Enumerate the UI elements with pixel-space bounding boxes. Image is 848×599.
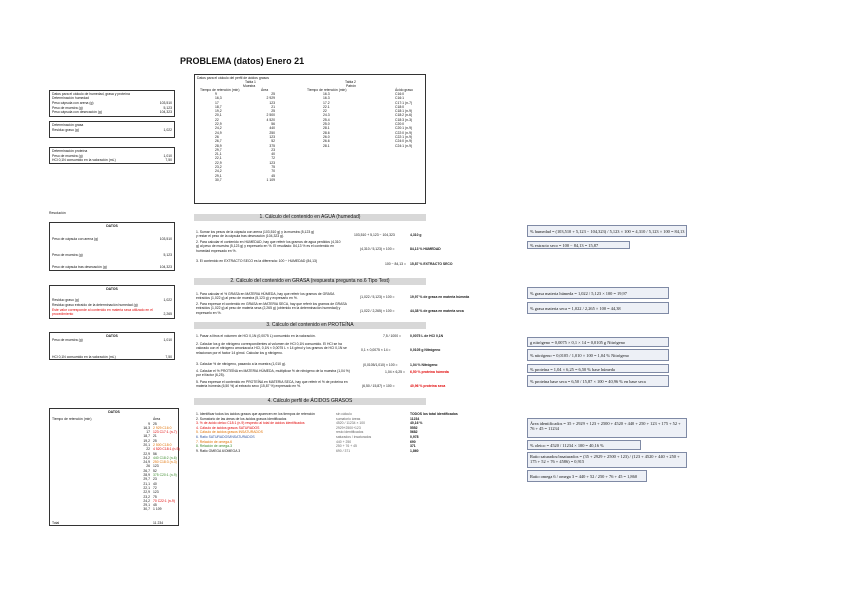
- s2-result-1: 19,97 % de grasa en materia húmeda: [410, 295, 470, 299]
- field-label: Peso de muestra (g): [52, 253, 83, 257]
- field-value: 104,323: [159, 110, 172, 114]
- s2-result-2: 44,38 % de grasa en materia seca: [410, 309, 464, 313]
- resolution-label: Resolución: [49, 211, 66, 215]
- field-value: 103,510: [159, 237, 172, 241]
- table1-rt-cell: 22,9: [215, 160, 222, 165]
- box-subheading: Determinación humedad: [52, 96, 89, 100]
- s3-result-4: 6,50 % proteína húmeda: [410, 370, 449, 374]
- s4-step-result: 1,860: [410, 448, 419, 453]
- box-heading: Determinación grasa: [52, 123, 84, 127]
- s4-area-cell: 40: [153, 481, 157, 486]
- s1-step-2: 2. Para calcular el contenido en HUMEDAD, hay que referir los gramos de agua perdidos (4,310 g) al peso de muestra (5,123 g) y expresarlo en %. El resultado: 84,13 % es el contenido en humedad expresado en %.: [196, 240, 341, 253]
- s4-step-label: 4. Cálculo de ácidos grasos SATURADOS: [196, 425, 260, 430]
- table1-area-cell: 375: [269, 143, 275, 148]
- box-heading: DATOS: [106, 224, 118, 228]
- field-value: 1,022: [163, 128, 172, 132]
- table2-acid-cell: C17:1 (n-7): [395, 100, 413, 105]
- s3-formula-3: (0,0105/1,010) × 100 =: [363, 363, 398, 367]
- s4-area-cell: 250 C18:3 (n-3): [153, 460, 177, 465]
- s4-step-result: 40,16 %: [410, 421, 423, 426]
- table2-subtitle: Patrón: [346, 84, 356, 88]
- s3-result-2: 0,0105 g Nitrógeno: [410, 348, 441, 352]
- table1-area-cell: 23: [271, 147, 275, 152]
- table2-acid-cell: C22:0 (n-9): [395, 130, 413, 135]
- table1-rt-cell: 9: [215, 92, 217, 96]
- s4-area-cell: 25: [153, 438, 157, 443]
- table1-rt-cell: 28,9: [215, 143, 222, 148]
- box-heading: DATOS: [108, 410, 120, 414]
- s4-rt-cell: 23,2: [143, 494, 150, 499]
- table2-rt-cell: 24.3: [323, 113, 330, 118]
- field-value: 1,010: [163, 153, 172, 158]
- s1-formula-3: 100 − 84,13 =: [385, 262, 406, 266]
- s4-step-result: 371: [410, 444, 416, 449]
- table2-rt-cell: 25.4: [323, 117, 330, 122]
- field-value: 2,265: [163, 312, 172, 316]
- s3-result-3: 1,04 % Nitrógeno: [410, 363, 438, 367]
- field-value: 5,123: [163, 253, 172, 257]
- s4-area-cell: 2 929 C16:0: [153, 425, 172, 430]
- table1-rt-cell: 16,3: [215, 96, 222, 101]
- table1-area-cell: 72: [271, 156, 275, 161]
- total-value: 11 234: [153, 521, 164, 525]
- s4-result-box-ratio-omega: Ratio omega 6 / omega 3 = 440 + 52 / 250 + 76 + 45 = 1,860: [527, 470, 647, 482]
- table2-header-rt: Tiempo de retención (min): [307, 88, 347, 92]
- table-caption: Datos para el cálculo del perfil de ácidos grasos: [197, 76, 269, 80]
- table1-area-column: [255, 92, 275, 182]
- field-value: 7,50: [165, 355, 172, 359]
- s4-step-label: 6. Ratio SATURADOS/INSATURADOS: [196, 434, 255, 439]
- s1-data-box: [49, 222, 175, 271]
- table1-area-cell: 56: [271, 122, 275, 127]
- s4-step-formula: sin cálculo: [336, 412, 352, 416]
- s4-rt-cell: 29,7: [143, 477, 150, 482]
- s4-rt-cell: 30,7: [143, 507, 150, 512]
- section4-title: 4. Cálculo perfil de ÁCIDOS GRASOS: [194, 398, 426, 405]
- field-label: Peso de cápsula con arena (g): [52, 237, 99, 241]
- table1-area-cell: 45: [271, 173, 275, 178]
- s1-step-3: 3. El contenido en EXTRACTO SECO es la diferencia: 100 − HUMEDAD (84,13): [196, 259, 318, 263]
- table1-area-cell: 75: [271, 165, 275, 170]
- table1-rt-cell: 26,7: [215, 139, 222, 144]
- s4-step-result: TODOS los total identificados: [410, 412, 458, 416]
- s1-result-box-dry-extract: % extracto seco = 100 − 84,13 = 15,87: [527, 241, 630, 249]
- table1-rt-cell: 22,1: [215, 156, 222, 161]
- s3-formula-2: 0,1 × 0,0075 × 14 =: [361, 348, 391, 352]
- table2-rt-cell: 28.6: [323, 130, 330, 135]
- s4-area-cell: 72: [153, 485, 157, 490]
- box-heading: Datos para el cálculo de humedad, grasa y proteína: [52, 92, 130, 96]
- field-label: Peso de muestra (g): [52, 153, 83, 158]
- field-note: Este valor corresponde al contenido en materia seca utilizado en el procedimiento: [52, 307, 153, 316]
- table1-area-cell: 2 929: [266, 96, 275, 101]
- s3-data-box: [49, 332, 175, 360]
- table1-rt-cell: 29,1: [215, 173, 222, 178]
- table2-rt-cell: 16.3: [323, 96, 330, 101]
- s4-step-formula: 2929+2500+123: [336, 425, 361, 430]
- s4-rt-cell: 22: [146, 447, 150, 452]
- table2-acid-cell: C20:0: [395, 122, 405, 127]
- field-label: Peso de muestra (g): [52, 105, 83, 110]
- s3-step-2: 2. Calcular los g de nitrógeno correspondientes al volumen de HCl 0,1N consumido. El HCl se ha valorado con el nitrógeno amoniacal a HCl, 0,1N × 0,0075 L × 14 g/mol y los gramos de HCl 0,1N se relacionan por el factor 14 g/mol. Calcular los g nitrógeno.: [196, 342, 347, 355]
- s4-area-cell: 2 500 C18:0: [153, 442, 172, 447]
- s4-result-box-area: Área identificados = 35 + 2929 + 123 + 2500 + 4520 + 440 + 250 + 123 + 175 + 52 + 76 + 45 = 11234: [527, 418, 687, 438]
- s4-result-box-ratio-sat: Ratio saturados/insaturados = (35 + 2929 + 2500 + 123) / (123 + 4520 + 440 + 250 + 175 + 52 + 76 + 4586) = 0,915: [527, 452, 687, 468]
- table1-area-cell: 70: [271, 169, 275, 174]
- s1-result-box-humidity: % humedad = (103,510 + 5,123 − 104,323) / 5,123 × 100 = 4,310 / 5,123 × 100 = 84,13: [527, 225, 687, 237]
- field-label: Residuo graso (g): [52, 298, 79, 302]
- field-label: Residuo graso extraído de la determinación humedad (g): [52, 303, 138, 307]
- table1-rt-cell: 23,2: [215, 165, 222, 170]
- table1-rt-cell: 19,2: [215, 109, 222, 114]
- s3-formula-4: 1,04 × 6,25 =: [385, 370, 405, 374]
- s4-rt-cell: 22,1: [143, 485, 150, 490]
- table1-subtitle: Muestra: [243, 84, 256, 88]
- table1-rt-cell: 24,2: [215, 169, 222, 174]
- field-label: Peso cápsula con arena (g): [52, 101, 94, 105]
- s4-rt-cell: 24,2: [143, 498, 150, 503]
- s4-rt-cell: 9: [148, 421, 150, 426]
- table1-header-rt: Tiempo de retención (min): [200, 88, 240, 92]
- s1-result-1: 4,310 g: [410, 233, 422, 237]
- field-value: 1,010: [163, 338, 172, 342]
- table2-acid-cell: C18:1 (n-9): [395, 109, 413, 114]
- table1-rt-cell: 18,7: [215, 104, 222, 109]
- table2-acid-cell: C24:1 (n-9): [395, 143, 413, 148]
- s4-result-box-oleic: % oleico = 4520 / 11234 × 100 = 40,16 %: [527, 440, 641, 450]
- table1-rt-cell: 29,7: [215, 147, 222, 152]
- table1-area-cell: 52: [271, 139, 275, 144]
- s4-area-cell: 56: [153, 451, 157, 456]
- total-label: Total: [52, 521, 60, 525]
- s4-rt-column: [134, 422, 150, 512]
- s4-rt-cell: 22,9: [143, 451, 150, 456]
- table2-rt-cell: 26.6: [323, 139, 330, 144]
- s4-rt-cell: 19,2: [143, 438, 150, 443]
- s4-area-cell: 25: [153, 421, 157, 426]
- table1-area-cell: 1 109: [266, 177, 275, 182]
- table2-header-acid: Ácido graso: [395, 88, 413, 92]
- s4-area-cell: 1 109: [153, 507, 162, 512]
- s4-step-label: 2. Sumatorio de las áreas de los ácidos grasos identificados: [196, 416, 287, 421]
- s2-formula-2: (1,022 / 2,265) × 100 =: [360, 309, 395, 313]
- s4-rt-cell: 21,1: [143, 481, 150, 486]
- s1-result-3: 15,87 % EXTRACTO SECO: [410, 262, 453, 266]
- field-value: 7,50: [165, 158, 172, 162]
- box-heading: Determinación proteína: [52, 149, 88, 153]
- table1-area-cell: 123: [269, 134, 275, 139]
- s3-step-3: 3. Calcular % de nitrógeno, pasando a la muestra (1,010 g).: [196, 362, 286, 366]
- table1-area-cell: 440: [269, 126, 275, 131]
- s4-rt-cell: 16,3: [143, 425, 150, 430]
- s4-step-label: 8. Relación de omega-3: [196, 444, 233, 449]
- section1-title: 1. Cálculo del contenido en AGUA (humedad): [194, 214, 426, 221]
- table2-rt-cell: 26.0: [323, 134, 330, 139]
- s4-step-formula: 250 + 76 + 45: [336, 444, 357, 449]
- table1-header-area: Área: [261, 88, 269, 92]
- s4-area-cell: 4 520 C18:1 (n-9): [153, 447, 180, 452]
- s4-step-result: 690: [410, 439, 416, 444]
- table2-acid-column: [395, 92, 423, 148]
- s3-formula-5: (6,50 / 15,87) × 100 =: [362, 384, 395, 388]
- table1-rt-cell: 26: [215, 134, 219, 139]
- section2-title: 2. Cálculo del contenido en GRASA (respuesta pregunta no.6 Tipo Test): [194, 278, 426, 285]
- table2-acid-cell: C22:1 (n-9): [395, 134, 413, 139]
- data-box-fat: [49, 121, 175, 138]
- box-heading: DATOS: [106, 334, 118, 338]
- s2-step-1: 1. Para calcular el % GRASA en MATERIA HÚMEDA, hay que referir los gramos de GRASA extraídos (1,022 g) al peso de muestra (5,123 g) y expresarlo en %.: [196, 292, 335, 301]
- s4-area-cell: 123: [153, 490, 159, 495]
- s4-rt-cell: 18,7: [143, 434, 150, 439]
- s4-step-label: 3. % de ácido oleico C18:1 (n-9) respecto al total de ácidos identificados: [196, 421, 305, 426]
- s3-step-5: 5. Para expresar el contenido en PROTEÍNA en MATERIA SECA, hay que referir el % de proteína en materia húmeda (6,50 %) al extracto seco (15,87 %) expresado en %.: [196, 380, 348, 389]
- field-label: Peso de cápsula tras desecación (g): [52, 265, 107, 269]
- table1-rt-cell: 21,1: [215, 152, 222, 157]
- s4-step-formula: 4520 / 11234 × 100: [336, 421, 366, 426]
- table1-rt-cell: 24,2: [215, 126, 222, 131]
- s3-result-1: 0,0075 L de HCl 0,1N: [410, 334, 444, 338]
- s3-step-1: 1. Pasar a litros el volumen de HCl 0,1N (0,0075 L) consumido en la valoración.: [196, 334, 316, 338]
- s2-data-box: [49, 285, 175, 319]
- s4-rt-cell: 24,9: [143, 460, 150, 465]
- table1-area-cell: 123: [269, 100, 275, 105]
- table1-area-cell: 123: [269, 160, 275, 165]
- section3-title: 3. Cálculo del contenido en PROTEÍNA: [194, 322, 426, 329]
- table2-title: Tabla 2: [345, 80, 356, 84]
- s1-result-2: 84,13 % HUMEDAD: [410, 247, 441, 251]
- s2-result-box-dry: % grasa materia seca = 1,022 / 2,265 × 100 = 44,38: [527, 302, 669, 314]
- s4-step-formula: 440 + 250: [336, 439, 352, 444]
- data-box-protein: [49, 147, 175, 164]
- s4-area-cell: 70 C22:1 (n-9): [153, 498, 175, 503]
- s3-step-4: 4. Calcular el % PROTEÍNA en MATERIA HÚMEDA, multiplicar % de nitrógeno de la muestra (1,04 %) por el factor (6,25).: [196, 369, 350, 378]
- field-value: 5,123: [163, 105, 172, 110]
- table1-area-cell: 25: [271, 92, 275, 96]
- s4-step-label: 9. Ratio OMEGA 6/OMEGA 3: [196, 448, 241, 453]
- table2-acid-cell: C18:0: [395, 104, 405, 109]
- s4-rt-cell: 17: [146, 430, 150, 435]
- s3-result-5: 40,96 % proteína seca: [410, 384, 446, 388]
- field-label: Peso cápsula con desecación (g): [52, 110, 102, 114]
- s4-step-formula: saturados / insaturados: [336, 434, 372, 439]
- table2-acid-cell: C24:0 (n-9): [395, 139, 413, 144]
- s4-step-result: 0,978: [410, 434, 419, 439]
- s2-result-box-wet: % grasa materia húmeda = 1,022 / 5,123 × 100 = 19,97: [527, 287, 669, 299]
- table2-rt-cell: 22: [323, 109, 327, 114]
- table1-area-cell: 4 520: [266, 117, 275, 122]
- table2-rt-cell: 17.2: [323, 100, 330, 105]
- field-label: Residuo graso (g): [52, 128, 79, 132]
- s4-area-cell: 23: [153, 477, 157, 482]
- table1-area-cell: 2 500: [266, 113, 275, 118]
- s4-area-cell: 123: [153, 464, 159, 469]
- data-box-humidity: [49, 90, 175, 117]
- column-header-rt: Tiempo de retención (min): [52, 417, 92, 421]
- s4-rt-cell: 20,1: [143, 442, 150, 447]
- s2-formula-1: (1,022 / 5,123) × 100 =: [360, 295, 395, 299]
- s4-step-result: 11234: [410, 416, 420, 421]
- table2-rt-cell: 28.1: [323, 126, 330, 131]
- table1-area-cell: 25: [271, 109, 275, 114]
- table1-title: Tabla 1: [245, 80, 256, 84]
- s4-area-cell: 45: [153, 503, 157, 508]
- s4-rt-cell: 22,9: [143, 490, 150, 495]
- table2-rt-cell: 16.3: [323, 92, 330, 96]
- s4-data-box: [49, 408, 179, 526]
- table1-area-cell: 21: [271, 104, 275, 109]
- table1-rt-cell: 30,7: [215, 177, 222, 182]
- s4-step-row: [196, 449, 432, 454]
- table2-rt-cell: 28.1: [323, 143, 330, 148]
- s3-result-box-nitrogen-g: g nitrógeno = 0,0075 × 0,1 × 14 = 0,0105 g Nitrógeno: [527, 337, 669, 347]
- s4-step-formula: 690 / 371: [336, 448, 351, 453]
- s4-area-cell: 75: [153, 494, 157, 499]
- s4-rt-cell: 24,2: [143, 455, 150, 460]
- table2-rt-column: [323, 92, 343, 148]
- s1-formula-2: (4,310 / 5,123) × 100 =: [360, 247, 395, 251]
- s4-step-formula: resto identificados: [336, 430, 364, 435]
- field-value: 104,323: [159, 265, 172, 269]
- table1-area-cell: 40: [271, 152, 275, 157]
- table1-rt-cell: 24,9: [215, 130, 222, 135]
- s4-area-column: [153, 422, 179, 512]
- table2-rt-cell: 25.0: [323, 122, 330, 127]
- s4-step-result: 5682: [410, 430, 418, 435]
- table1-rt-cell: 22: [215, 117, 219, 122]
- table1-area-cell: 250: [269, 130, 275, 135]
- s3-result-box-protein: % proteína = 1,04 × 6,25 = 6,50 % base húmeda: [527, 364, 669, 373]
- s4-step-label: 1. Identificar todos los ácidos grasos que aparecen en los tiempos de retención: [196, 412, 315, 416]
- table2-rt-cell: 22.1: [323, 104, 330, 109]
- s1-step-1: 1. Sumar los pesos de la cápsula con arena (103,510 g) y la muestra (5,123 g) y restar el peso de la cápsula tras desecación (104,323 g).: [196, 230, 315, 239]
- s4-area-cell: 375 C20:1 (n-9): [153, 473, 177, 478]
- page-title: PROBLEMA (datos) Enero 21: [180, 56, 305, 66]
- s4-rt-cell: 28,9: [143, 473, 150, 478]
- s1-formula-1: 103,510 + 5,123 − 104,323: [354, 233, 395, 237]
- table1-rt-cell: 17: [215, 100, 219, 105]
- s3-result-box-nitrogen-pct: % nitrógeno = 0,0105 / 1,010 × 100 = 1,04 % Nitrógeno: [527, 349, 669, 361]
- table2-acid-cell: C18:2 (n-6): [395, 113, 413, 118]
- s4-rt-cell: 26: [146, 464, 150, 469]
- s4-rt-cell: 26,7: [143, 468, 150, 473]
- s4-step-label: 5. Cálculo de ácidos grasos INSATURADOS: [196, 430, 263, 435]
- field-value: 103,510: [159, 101, 172, 105]
- table1-rt-column: [215, 92, 235, 182]
- s4-steps-list: [196, 412, 458, 453]
- field-value: 1,022: [163, 298, 172, 302]
- table1-rt-cell: 22,9: [215, 122, 222, 127]
- s4-rt-cell: 29,1: [143, 503, 150, 508]
- s3-formula-1: 7,5 / 1000 =: [383, 334, 402, 338]
- table2-acid-cell: C16:0: [395, 92, 405, 96]
- s4-area-cell: 440 C18:2 (n-6): [153, 455, 177, 460]
- s4-step-label: 7. Relación de omega-6: [196, 439, 233, 444]
- box-heading: DATOS: [106, 287, 118, 291]
- table2-acid-cell: C20:1 (n-9): [395, 126, 413, 131]
- column-header-area: Área: [153, 417, 161, 421]
- table2-acid-cell: C16:1: [395, 96, 405, 101]
- fatty-acid-data-table: [194, 74, 426, 204]
- table2-acid-cell: C18:3 (n-3): [395, 117, 413, 122]
- s4-step-result: 5552: [410, 425, 418, 430]
- field-label: HCl 0,1N consumido en la valoración (mL): [52, 158, 116, 162]
- field-label: Peso de muestra (g): [52, 338, 83, 342]
- s4-step-formula: sumatorio áreas: [336, 416, 361, 421]
- s4-area-cell: 123 C17:1 (n-7): [153, 430, 177, 435]
- s2-step-2: 2. Para expresar el contenido en GRASA en MATERIA SECA, hay que referir los gramos de GRASA extraídos (1,022 g) al peso de materia seca (2,265 g) (obtenido en la determinación humedad) y expresarlo en %.: [196, 302, 347, 315]
- field-label: HCl 0,1N consumido en la valoración (mL): [52, 355, 116, 359]
- s3-result-box-protein-dry: % proteína base seca = 6,50 / 15,87 × 100 = 40,96 % en base seca: [527, 375, 669, 387]
- s4-area-cell: 52: [153, 468, 157, 473]
- s4-area-cell: 21: [153, 434, 157, 439]
- table1-rt-cell: 20,1: [215, 113, 222, 118]
